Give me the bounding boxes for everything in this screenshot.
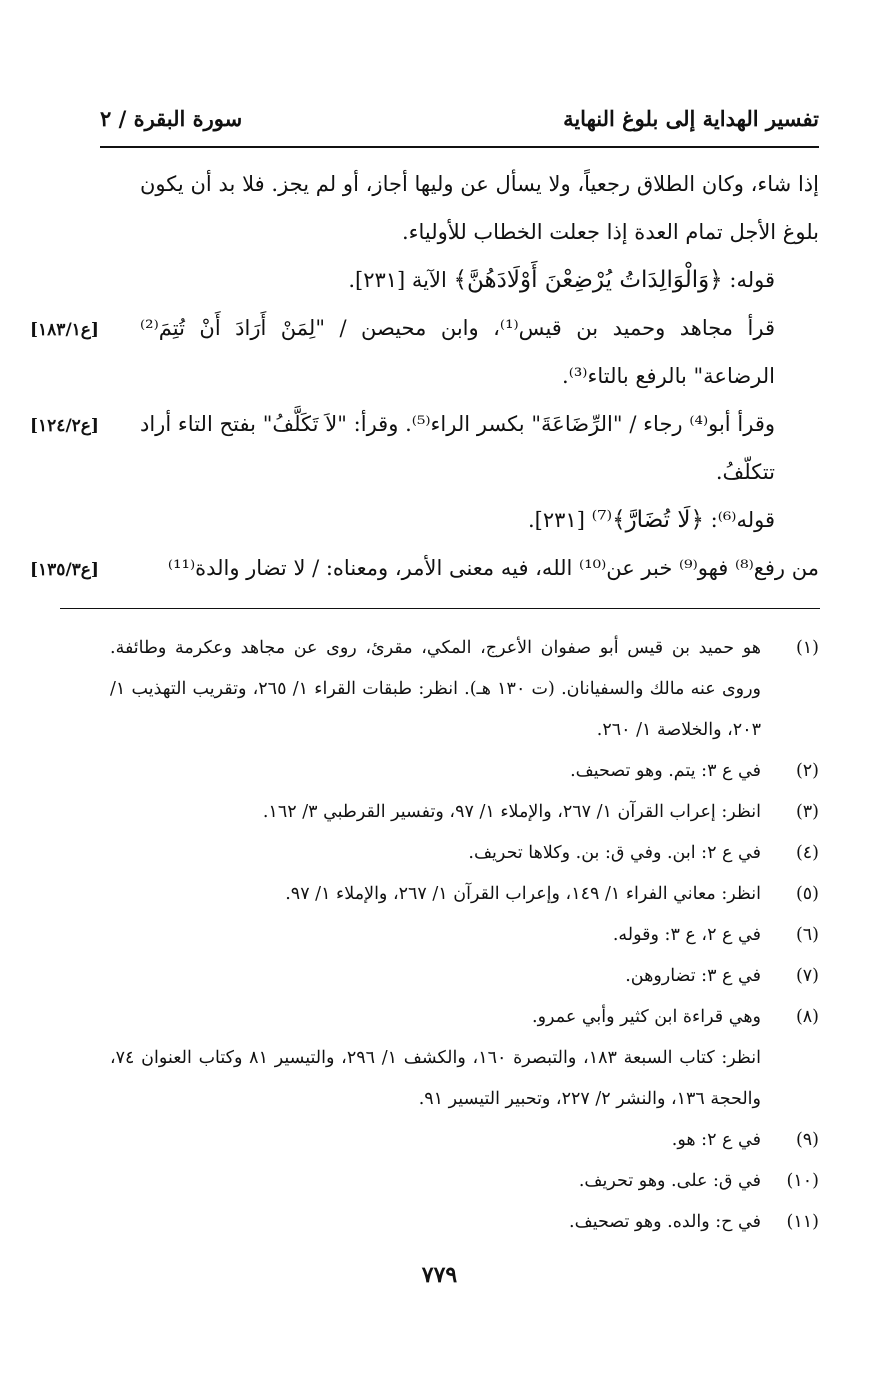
footnote-text: وهي قراءة ابن كثير وأبي عمرو.: [532, 1007, 761, 1027]
footnote-number: (٨): [795, 1007, 819, 1027]
footnote: [110, 1161, 819, 1202]
footnote: [110, 874, 819, 915]
footnote-text: في ع ٢، ع ٣: وقوله.: [612, 925, 761, 945]
footnote-number: (٤): [795, 843, 819, 863]
footnote-number: (٧): [795, 966, 819, 986]
page-number: ٧٧٩: [421, 1262, 458, 1288]
footnote-number: (٣): [795, 802, 819, 822]
footnote-number: (١): [795, 638, 819, 658]
footnote-number: (٥): [795, 884, 819, 904]
paragraph-3-text: قرأ مجاهد وحميد بن قيس⁽¹⁾، وابن محيصن / "لِمَنْ أَرَادَ أَنْ تُتِمَ⁽²⁾ الرضاعة" بالرفع بالتاء⁽³⁾.: [140, 316, 775, 388]
footnote-number: (٦): [795, 925, 819, 945]
footnote: [110, 956, 819, 997]
footnote: [110, 1120, 819, 1161]
paragraph-2-prefix: قوله:: [722, 268, 775, 292]
header-divider: [100, 146, 819, 148]
footnote-text: في ع ٣: يتم. وهو تصحيف.: [570, 761, 761, 781]
footnote: [110, 833, 819, 874]
footnote: [110, 997, 819, 1120]
manuscript-reference: [ع١٨٣/١]: [30, 320, 99, 340]
footnote-text: في ح: والده. وهو تصحيف.: [569, 1212, 761, 1232]
footnote-number: (٩): [795, 1130, 819, 1150]
paragraph-2: [30, 256, 819, 304]
manuscript-reference: [ع١٣٥/٣]: [30, 560, 99, 580]
footnote-text: في ق: على. وهو تحريف.: [578, 1171, 761, 1191]
paragraph-1: [30, 160, 819, 256]
footnote-divider: [60, 608, 820, 609]
footnote-text: هو حميد بن قيس أبو صفوان الأعرج، المكي، مقرئ، روى عن مجاهد وعكرمة وطائفة. وروى عنه مالك والسفيانان. (ت ١٣٠ هـ). انظر: طبقات القراء ١/ ٢٦٥، وتقريب التهذيب ١/ ٢٠٣، والخلاصة ١/ ٢٦٠.: [110, 638, 761, 740]
footnote: [110, 915, 819, 956]
footnote: [110, 751, 819, 792]
footnote-text: في ع ٢: ابن. وفي ق: بن. وكلاها تحريف.: [468, 843, 761, 863]
footnote-text: انظر: إعراب القرآن ١/ ٢٦٧، والإملاء ١/ ٩٧، وتفسير القرطبي ٣/ ١٦٢.: [262, 802, 761, 822]
footnote-number: (١٠): [786, 1171, 819, 1191]
paragraph-5-suffix: [٢٣١].: [527, 508, 592, 532]
paragraph-3: [30, 304, 819, 400]
quran-verse: ﴿لَا تُضَارَّ﴾⁽⁷⁾: [591, 507, 704, 533]
paragraph-4: [30, 400, 819, 496]
paragraph-6-text: من رفع⁽⁸⁾ فهو⁽⁹⁾ خبر عن⁽¹⁰⁾ الله، فيه معنى الأمر، ومعناه: / لا تضار والدة⁽¹¹⁾: [167, 556, 819, 580]
quran-verse: ﴿وَالْوَالِدَاتُ يُرْضِعْنَ أَوْلَادَهُنَّ﴾: [453, 267, 723, 293]
footnote-text: انظر: معاني الفراء ١/ ١٤٩، وإعراب القرآن ١/ ٢٦٧، والإملاء ١/ ٩٧.: [285, 884, 761, 904]
footnote-text: في ع ٢: هو.: [671, 1130, 761, 1150]
paragraph-5: [30, 496, 819, 544]
paragraph-6: [30, 544, 819, 594]
footnote-number: (٢): [795, 761, 819, 781]
footnotes: [110, 628, 819, 1243]
footnote: [110, 628, 819, 751]
paragraph-5-prefix: قوله⁽⁶⁾:: [703, 508, 775, 532]
page-header: [100, 100, 819, 136]
paragraph-1-text: إذا شاء، وكان الطلاق رجعياً، ولا يسأل عن وليها أجاز، أو لم يجز. فلا بد أن يكون بلوغ الأجل تمام العدة إذا جعلت الخطاب للأولياء.: [140, 172, 819, 244]
footnote-number: (١١): [786, 1212, 819, 1232]
paragraph-2-suffix: الآية [٢٣١].: [348, 268, 454, 292]
main-text: [30, 160, 819, 594]
footnote: [110, 792, 819, 833]
manuscript-reference: [ع١٢٤/٢]: [30, 416, 99, 436]
footnote: [110, 1202, 819, 1243]
footnote-continuation: انظر: كتاب السبعة ١٨٣، والتبصرة ١٦٠، والكشف ١/ ٢٩٦، والتيسير ٨١ وكتاب العنوان ٧٤، والحجة ١٣٦، والنشر ٢/ ٢٢٧، وتحبير التيسير ٩١.: [110, 1048, 762, 1109]
surah-title: سورة البقرة / ٢: [100, 105, 243, 131]
footnote-text: في ع ٣: تضاروهن.: [625, 966, 761, 986]
book-title: تفسير الهداية إلى بلوغ النهاية: [563, 105, 819, 131]
paragraph-4-text: وقرأ أبو⁽⁴⁾ رجاء / "الرِّضَاعَةَ" بكسر الراء⁽⁵⁾. وقرأ: "لاَ تَكَلَّفُ" بفتح التاء أراد تتكلّفُ.: [140, 412, 775, 484]
